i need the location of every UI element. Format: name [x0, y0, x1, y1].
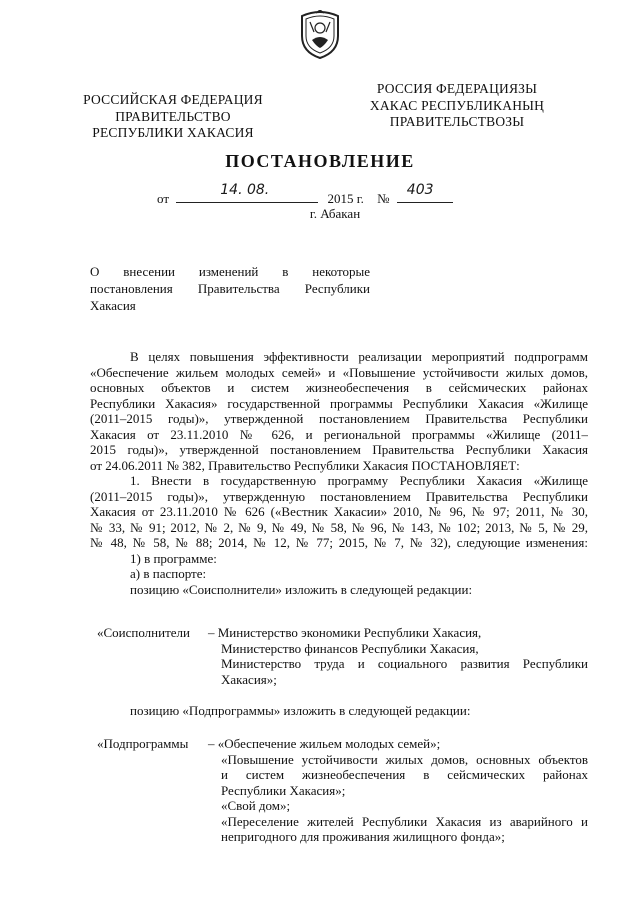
- number-handwritten: 403: [406, 182, 434, 198]
- coexec-intro: позицию «Соисполнители» изложить в следующей редакции:: [130, 581, 473, 597]
- sub-passport: а) в паспорте:: [130, 566, 207, 581]
- coexec-line-4: Хакасия»;: [221, 671, 277, 687]
- preamble-line-2: «Обеспечение жильем молодых семей» и «Повышение устойчивости жилых домов,: [90, 364, 588, 380]
- header-left-block: [78, 92, 268, 142]
- coexec-line-3: Министерство труда и социального развития Республики: [221, 656, 588, 671]
- date-handwritten: 14. 08.: [220, 182, 270, 198]
- item1-line-4: № 33, № 91; 2012, № 2, № 9, № 49, № 58, № 96, № 143, № 102; 2013, № 5, № 29,: [90, 519, 588, 535]
- header-right-line-2: ХАКАС РЕСПУБЛИКАНЫҢ: [369, 97, 545, 113]
- preamble-line-3: основных объектов и систем жизнеобеспечения в сейсмических районах: [90, 380, 588, 395]
- header-right-line-3: ПРАВИТЕЛЬСТВОЗЫ: [389, 114, 525, 129]
- coexec-line-2: Министерство финансов Республики Хакасия,: [221, 640, 479, 656]
- preamble-line-5: (2011–2015 годы)», утвержденной постановлением Правительства Республики: [90, 411, 588, 426]
- coexec-line-1: – Министерство экономики Республики Хакасия,: [208, 625, 482, 640]
- year-label: 2015 г.: [327, 191, 364, 206]
- subprog-line-2: «Повышение устойчивости жилых домов, основных объектов: [221, 751, 588, 767]
- preamble-line-8: от 24.06.2011 № 382, Правительство Республики Хакасия ПОСТАНОВЛЯЕТ:: [90, 457, 520, 473]
- subprog-intro: позицию «Подпрограммы» изложить в следующей редакции:: [130, 703, 471, 718]
- header-left-line-3: РЕСПУБЛИКИ ХАКАСИЯ: [92, 125, 254, 140]
- item1-line-1: 1. Внести в государственную программу Республики Хакасия «Жилище: [130, 473, 588, 488]
- subprog-line-3: и систем жизнеобеспечения в сейсмических районах: [221, 767, 588, 782]
- item1-line-3: Хакасия от 23.11.2010 № 626 («Вестник Хакасии» 2010, № 96, № 97; 2011, № 30,: [90, 504, 588, 519]
- coexec-label: «Соисполнители: [97, 625, 190, 640]
- subprog-line-6: «Переселение жителей Республики Хакасия из аварийного и: [221, 813, 588, 829]
- subprog-line-1: – «Обеспечение жильем молодых семей»;: [208, 736, 441, 751]
- number-field: [397, 182, 453, 203]
- subprog-text: [208, 736, 588, 845]
- date-number-line: [157, 182, 453, 208]
- preamble-line-4: Республики Хакасия» государственной программы Республики Хакасия «Жилище: [90, 395, 588, 411]
- subprog-label: «Подпрограммы: [97, 736, 189, 751]
- date-from-label: от: [157, 191, 170, 206]
- preamble-line-6: Хакасия от 23.11.2010 № 626, и региональной программы «Жилище (2011–: [90, 426, 588, 442]
- header-left-line-1: РОССИЙСКАЯ ФЕДЕРАЦИЯ: [83, 92, 263, 107]
- subject-line-1: О внесении изменений в некоторые: [90, 264, 370, 279]
- document-title: ПОСТАНОВЛЕНИЕ: [225, 151, 415, 171]
- preamble-paragraph: [90, 349, 588, 597]
- date-field: [176, 182, 318, 203]
- subprog-line-4: Республики Хакасия»;: [221, 782, 346, 798]
- preamble-line-7: 2015 годы)», утвержденной постановлением Правительства Республики Хакасия: [90, 442, 588, 457]
- number-label: №: [377, 191, 390, 206]
- header-right-block: [362, 81, 552, 131]
- subject-line-2: постановления Правительства Республики: [90, 281, 370, 296]
- header-left-line-2: ПРАВИТЕЛЬСТВО: [115, 108, 231, 124]
- sub-in-program: 1) в программе:: [130, 550, 217, 566]
- subject-line-3: Хакасия: [90, 298, 136, 313]
- city-label: г. Абакан: [309, 206, 361, 221]
- coat-of-arms-emblem: [298, 10, 342, 60]
- item1-line-2: (2011–2015 годы)», утвержденную постановлением Правительства Республики: [90, 488, 588, 504]
- header-right-line-1: РОССИЯ ФЕДЕРАЦИЯЗЫ: [376, 81, 538, 96]
- coexec-text: [208, 625, 588, 687]
- subprog-line-7: непригодного для проживания жилищного фонда»;: [221, 829, 505, 844]
- subprog-line-5: «Свой дом»;: [221, 798, 291, 813]
- subject-block: [90, 263, 370, 314]
- preamble-line-1: В целях повышения эффективности реализации мероприятий подпрограмм: [130, 349, 588, 364]
- item1-line-5: № 48, № 58, № 88; 2014, № 12, № 77; 2015, № 7, № 32), следующие изменения:: [90, 535, 588, 550]
